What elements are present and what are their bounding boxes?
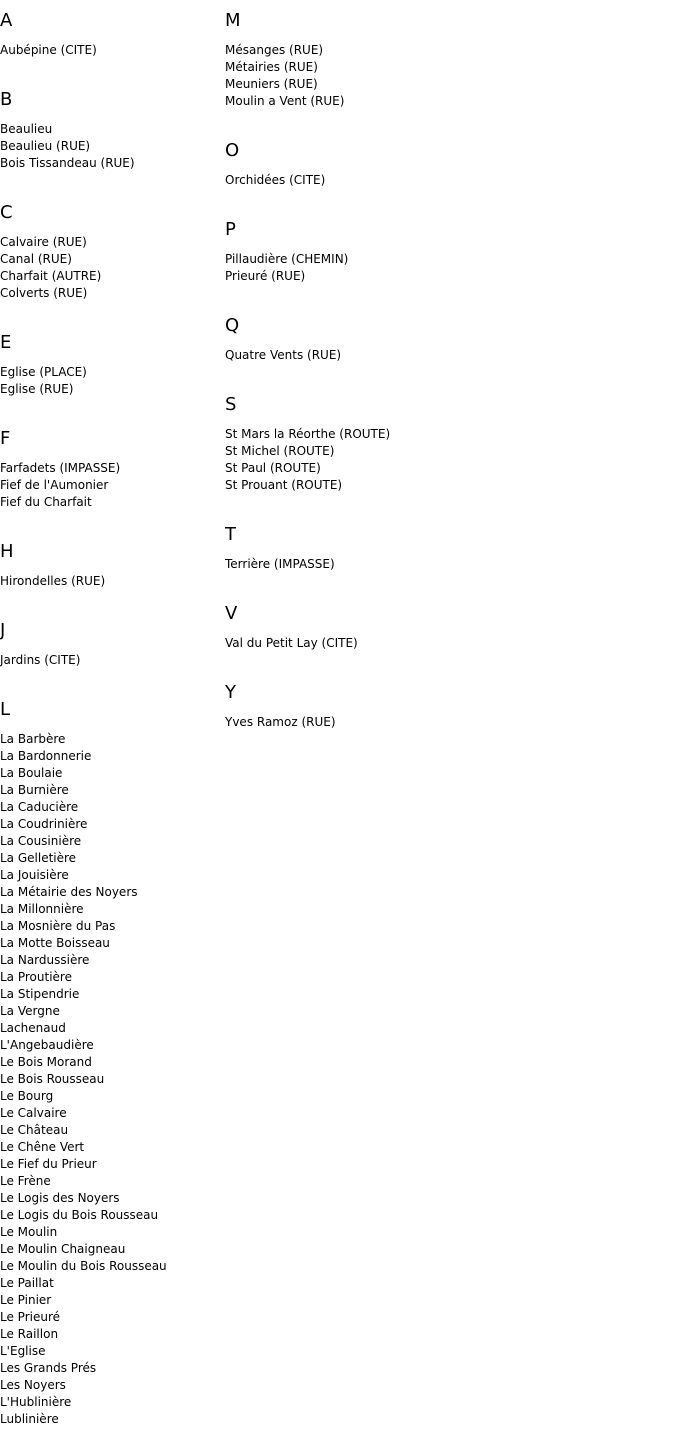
street-item-calvaire-rue[interactable]: Calvaire (RUE) [0, 235, 87, 249]
street-item-le-prieure[interactable]: Le Prieuré [0, 1310, 61, 1324]
street-list [225, 546, 665, 593]
street-list [225, 32, 665, 130]
street-item-fief-du-charfait[interactable]: Fief du Charfait [0, 495, 92, 509]
street-item-la-mosniere-du-pas[interactable]: La Mosnière du Pas [0, 919, 116, 933]
letter-group-o [225, 130, 665, 209]
letter-heading: V [225, 603, 238, 624]
street-item-la-motte-boisseau[interactable]: La Motte Boisseau [0, 936, 110, 950]
right-column [225, 0, 665, 751]
street-item-la-gelletiere[interactable]: La Gelletière [0, 851, 77, 865]
letter-heading: F [0, 428, 11, 449]
letter-heading: A [0, 10, 13, 31]
street-item-la-burniere[interactable]: La Burnière [0, 783, 69, 797]
left-column [0, 0, 220, 1448]
letter-group-l [0, 689, 220, 1448]
street-item-le-frene[interactable]: Le Frène [0, 1174, 51, 1188]
street-item-la-caduciere[interactable]: La Caducière [0, 800, 79, 814]
street-item-aubepine-cite[interactable]: Aubépine (CITE) [0, 43, 97, 57]
letter-heading: H [0, 541, 14, 562]
letter-group-s [225, 384, 665, 514]
street-item-le-calvaire[interactable]: Le Calvaire [0, 1106, 67, 1120]
street-item-orchidees-cite[interactable]: Orchidées (CITE) [225, 173, 326, 187]
street-item-bois-tissandeau-rue[interactable]: Bois Tissandeau (RUE) [0, 156, 135, 170]
street-list [0, 224, 220, 322]
street-item-la-coudriniere[interactable]: La Coudrinière [0, 817, 88, 831]
street-item-farfadets-impasse[interactable]: Farfadets (IMPASSE) [0, 461, 121, 475]
street-list [0, 721, 220, 1448]
street-list [0, 111, 220, 192]
street-item-eglise-place[interactable]: Eglise (PLACE) [0, 365, 87, 379]
street-item-le-chateau[interactable]: Le Château [0, 1123, 69, 1137]
street-item-moulin-a-vent-rue[interactable]: Moulin a Vent (RUE) [225, 94, 345, 108]
letter-group-m [225, 0, 665, 130]
letter-heading: Y [225, 682, 236, 703]
letter-group-b [0, 79, 220, 192]
street-item-hirondelles-rue[interactable]: Hirondelles (RUE) [0, 574, 106, 588]
letter-group-q [225, 305, 665, 384]
letter-heading: B [0, 89, 13, 110]
street-item-le-chene-vert[interactable]: Le Chêne Vert [0, 1140, 85, 1154]
letter-group-f [0, 418, 220, 531]
letter-group-j [0, 610, 220, 689]
letter-heading: P [225, 219, 236, 240]
street-item-le-moulin-du-bois-rousseau[interactable]: Le Moulin du Bois Rousseau [0, 1259, 167, 1273]
street-item-canal-rue[interactable]: Canal (RUE) [0, 252, 72, 266]
street-item-le-logis-du-bois-rousseau[interactable]: Le Logis du Bois Rousseau [0, 1208, 159, 1222]
street-item-le-fief-du-prieur[interactable]: Le Fief du Prieur [0, 1157, 97, 1171]
street-list [0, 32, 220, 79]
letter-heading: J [0, 620, 6, 641]
street-item-le-moulin-chaigneau[interactable]: Le Moulin Chaigneau [0, 1242, 126, 1256]
letter-heading: O [225, 140, 240, 161]
letter-heading: E [0, 332, 12, 353]
street-item-la-boulaie[interactable]: La Boulaie [0, 766, 63, 780]
street-list [0, 354, 220, 418]
street-item-la-bardonnerie[interactable]: La Bardonnerie [0, 749, 92, 763]
street-item-l-hubliniere[interactable]: L'Hublinière [0, 1395, 72, 1409]
street-item-la-metairie-des-noyers[interactable]: La Métairie des Noyers [0, 885, 138, 899]
street-item-l-eglise[interactable]: L'Eglise [0, 1344, 46, 1358]
street-item-la-stipendrie[interactable]: La Stipendrie [0, 987, 80, 1001]
letter-heading: C [0, 202, 13, 223]
street-item-st-mars-la-reorthe-route[interactable]: St Mars la Réorthe (ROUTE) [225, 427, 391, 441]
street-item-la-proutiere[interactable]: La Proutière [0, 970, 72, 984]
street-item-beaulieu-rue[interactable]: Beaulieu (RUE) [0, 139, 91, 153]
street-item-charfait-autre[interactable]: Charfait (AUTRE) [0, 269, 102, 283]
street-item-le-paillat[interactable]: Le Paillat [0, 1276, 54, 1290]
letter-heading: T [225, 524, 236, 545]
letter-heading: M [225, 10, 241, 31]
street-list [225, 162, 665, 209]
letter-group-v [225, 593, 665, 672]
letter-group-t [225, 514, 665, 593]
street-item-le-logis-des-noyers[interactable]: Le Logis des Noyers [0, 1191, 120, 1205]
street-item-prieure-rue[interactable]: Prieuré (RUE) [225, 269, 306, 283]
street-item-beaulieu[interactable]: Beaulieu [0, 122, 53, 136]
letter-group-a [0, 0, 220, 79]
street-item-l-angebaudiere[interactable]: L'Angebaudière [0, 1038, 94, 1052]
street-item-le-moulin[interactable]: Le Moulin [0, 1225, 58, 1239]
street-item-la-millonniere[interactable]: La Millonnière [0, 902, 84, 916]
street-item-colverts-rue[interactable]: Colverts (RUE) [0, 286, 88, 300]
street-item-st-michel-route[interactable]: St Michel (ROUTE) [225, 444, 335, 458]
street-list [0, 563, 220, 610]
street-item-jardins-cite[interactable]: Jardins (CITE) [0, 653, 81, 667]
street-list [225, 625, 665, 672]
street-item-fief-de-l-aumonier[interactable]: Fief de l'Aumonier [0, 478, 109, 492]
street-item-st-prouant-route[interactable]: St Prouant (ROUTE) [225, 478, 343, 492]
street-item-les-grands-pres[interactable]: Les Grands Prés [0, 1361, 97, 1375]
street-item-terriere-impasse[interactable]: Terrière (IMPASSE) [225, 557, 335, 571]
street-list [225, 241, 665, 305]
street-item-mesanges-rue[interactable]: Mésanges (RUE) [225, 43, 324, 57]
street-list [0, 450, 220, 531]
letter-heading: L [0, 699, 11, 720]
street-item-la-cousiniere[interactable]: La Cousinière [0, 834, 82, 848]
street-item-metairies-rue[interactable]: Métairies (RUE) [225, 60, 318, 74]
street-list [225, 416, 665, 514]
street-list [225, 337, 665, 384]
street-item-la-nardussiere[interactable]: La Nardussière [0, 953, 90, 967]
street-item-le-bourg[interactable]: Le Bourg [0, 1089, 54, 1103]
street-item-lachenaud[interactable]: Lachenaud [0, 1021, 66, 1035]
street-item-les-noyers[interactable]: Les Noyers [0, 1378, 66, 1392]
street-item-quatre-vents-rue[interactable]: Quatre Vents (RUE) [225, 348, 342, 362]
street-item-st-paul-route[interactable]: St Paul (ROUTE) [225, 461, 321, 475]
letter-heading: S [225, 394, 237, 415]
letter-group-h [0, 531, 220, 610]
street-list [225, 704, 665, 751]
street-item-la-barbere[interactable]: La Barbère [0, 732, 66, 746]
street-item-le-pinier[interactable]: Le Pinier [0, 1293, 52, 1307]
street-item-val-du-petit-lay-cite[interactable]: Val du Petit Lay (CITE) [225, 636, 358, 650]
letter-group-c [0, 192, 220, 322]
street-item-pillaudiere-chemin[interactable]: Pillaudière (CHEMIN) [225, 252, 349, 266]
street-item-lubliniere[interactable]: Lublinière [0, 1412, 59, 1426]
street-item-la-jouisiere[interactable]: La Jouisière [0, 868, 69, 882]
street-item-la-vergne[interactable]: La Vergne [0, 1004, 60, 1018]
street-item-eglise-rue[interactable]: Eglise (RUE) [0, 382, 74, 396]
street-item-le-bois-rousseau[interactable]: Le Bois Rousseau [0, 1072, 105, 1086]
street-item-le-raillon[interactable]: Le Raillon [0, 1327, 59, 1341]
street-item-yves-ramoz-rue[interactable]: Yves Ramoz (RUE) [225, 715, 336, 729]
letter-group-p [225, 209, 665, 305]
letter-group-e [0, 322, 220, 418]
street-list [0, 642, 220, 689]
street-item-le-bois-morand[interactable]: Le Bois Morand [0, 1055, 92, 1069]
letter-heading: Q [225, 315, 240, 336]
letter-group-y [225, 672, 665, 751]
street-item-meuniers-rue[interactable]: Meuniers (RUE) [225, 77, 318, 91]
